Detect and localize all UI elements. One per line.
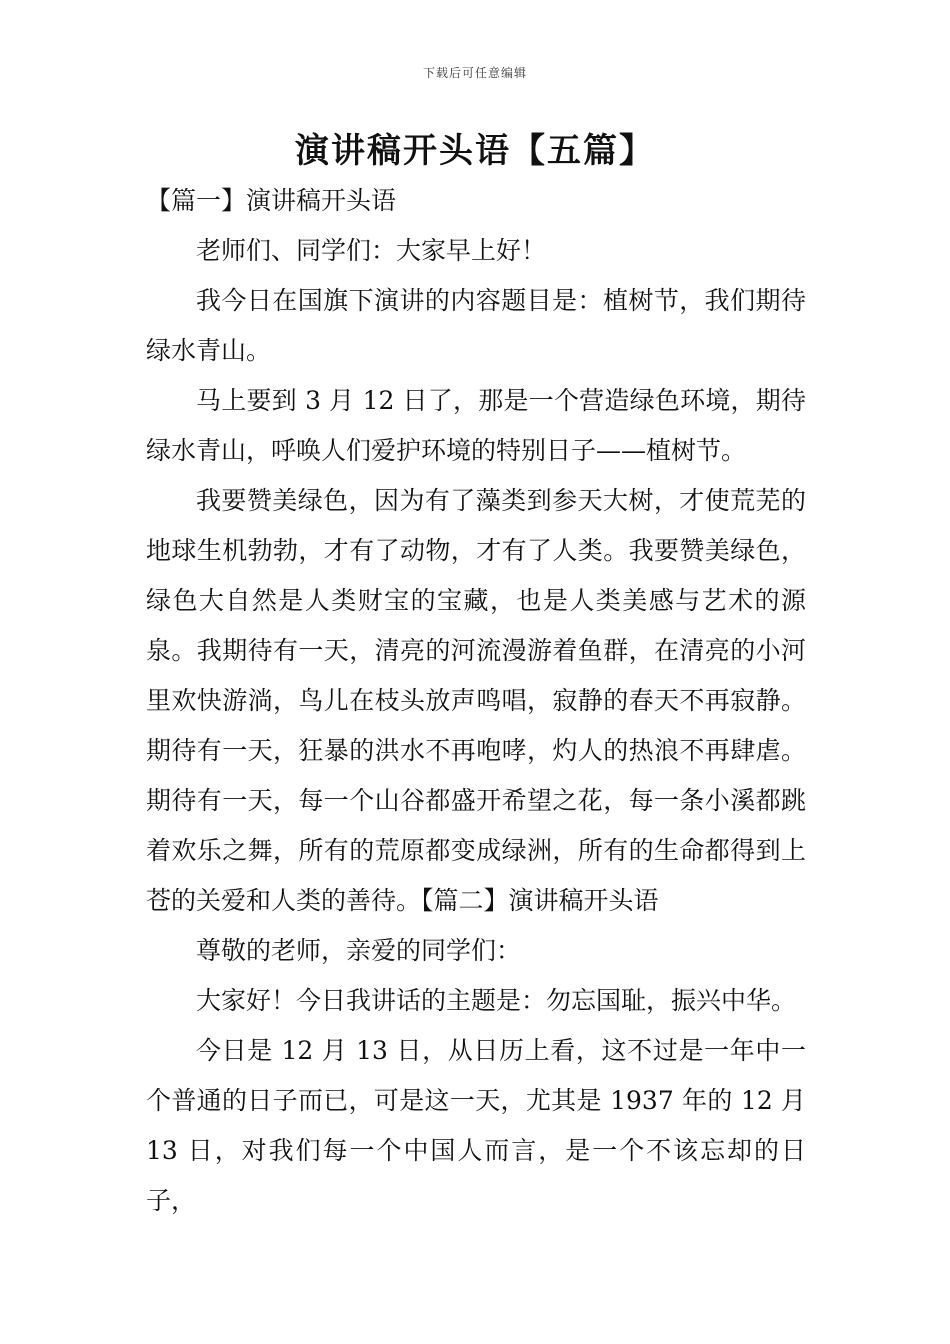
paragraph: 尊敬的老师，亲爱的同学们：	[196, 936, 522, 965]
paragraph: 马上要到 3 月 12 日了，那是一个营造绿色环境，期待绿水青山，呼唤人们爱护环境的特别日子——植树节。	[146, 386, 806, 465]
paragraph: 今日是 12 月 13 日，从日历上看，这不过是一年中一个普通的日子而已，可是这一天，尤其是 1937 年的 12 月 13 日，对我们每一个中国人而言，是一个不该忘却的日子，	[146, 1036, 806, 1215]
paragraph: 我今日在国旗下演讲的内容题目是：植树节，我们期待绿水青山。	[146, 286, 806, 365]
paragraph: 我要赞美绿色，因为有了藻类到参天大树，才使荒芜的地球生机勃勃，才有了动物，才有了人类。我要赞美绿色，绿色大自然是人类财宝的宝藏，也是人类美感与艺术的源泉。我期待有一天，清亮的河流漫游着鱼群，在清亮的小河里欢快游淌，鸟儿在枝头放声鸣唱，寂静的春天不再寂静。期待有一天，狂暴的洪水不再咆哮，灼人的热浪不再肆虐。期待有一天，每一个山谷都盛开希望之花，每一条小溪都跳着欢乐之舞，所有的荒原都变成绿洲，所有的生命都得到上苍的关爱和人类的善待。【篇二】演讲稿开头语	[146, 486, 806, 915]
document-title: 演讲稿开头语【五篇】	[295, 131, 655, 171]
section-heading-1: 【篇一】演讲稿开头语	[146, 186, 397, 215]
document-body	[146, 176, 806, 1226]
paragraph: 老师们、同学们：大家早上好！	[196, 236, 547, 265]
header-note: 下载后可任意编辑	[422, 66, 527, 80]
paragraph: 大家好！今日我讲话的主题是：勿忘国耻，振兴中华。	[196, 986, 797, 1015]
